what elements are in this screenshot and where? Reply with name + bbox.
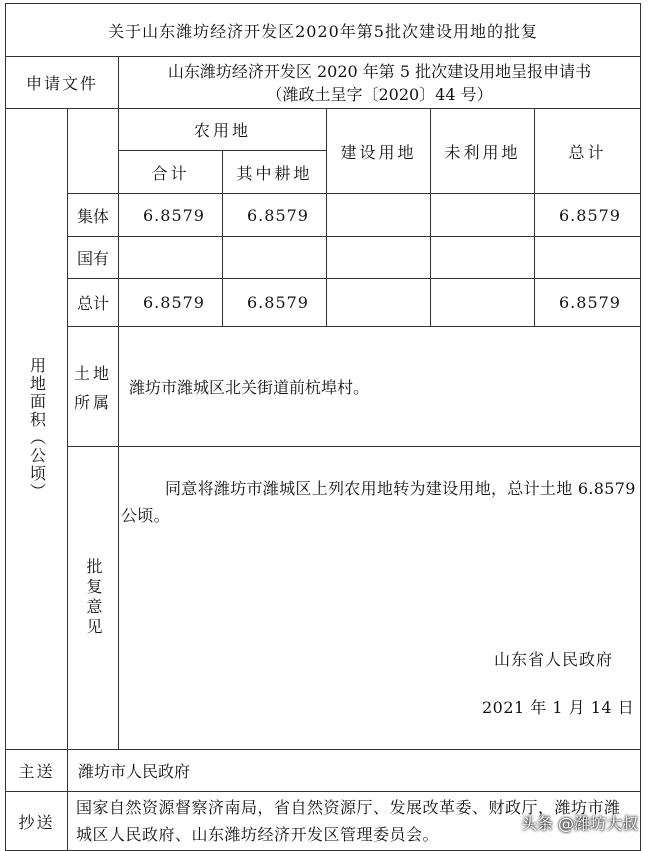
area-row-state [6,237,641,279]
row-label: 总计 [68,279,119,327]
unused-value [431,237,535,279]
cc-label: 抄送 [6,792,68,851]
main-recipient-row [6,750,641,792]
application-row [6,57,641,109]
opinion-text: 同意将潍坊市潍城区上列农用地转为建设用地，总计土地 6.8579 公顷。 [121,479,636,525]
location-value: 潍坊市潍城区北关街道前杭埠村。 [119,327,641,447]
cultivated-header: 其中耕地 [223,151,327,194]
application-label: 申请文件 [6,57,119,109]
cultivated-value: 6.8579 [223,194,327,237]
area-header-blank [68,109,119,194]
total-header: 总计 [535,109,641,194]
location-label-line-1: 土地 [73,363,112,383]
construction-value [327,237,431,279]
main-recipient-label: 主送 [6,750,68,792]
area-side-label: 用地面积（公顷） [27,357,47,501]
cc-value: 国家自然资源督察济南局，省自然资源厅、发展改革委、财政厅，潍坊市潍城区人民政府、山东潍坊经济开发区管理委员会。 [68,792,641,851]
row-label: 集体 [68,194,119,237]
location-label [68,327,119,447]
application-line-2: （潍政土呈字〔2020〕44 号） [266,84,493,104]
agri-land-header: 农用地 [119,109,327,151]
area-row-collective [6,194,641,237]
opinion-row [6,447,641,750]
area-side-label-cell [6,109,68,750]
subtotal-header: 合计 [119,151,223,194]
unused-value [431,279,535,327]
subtotal-value [119,237,223,279]
application-line-1: 山东潍坊经济开发区 2020 年第 5 批次建设用地呈报申请书 [167,61,592,81]
area-header-row-1 [6,109,641,151]
document-title: 关于山东潍坊经济开发区2020年第5批次建设用地的批复 [6,4,641,57]
cultivated-value: 6.8579 [223,279,327,327]
total-value: 6.8579 [535,194,641,237]
opinion-content [119,447,641,750]
total-value: 6.8579 [535,279,641,327]
approval-table [5,3,641,851]
total-value [535,237,641,279]
application-content [119,57,641,109]
subtotal-value: 6.8579 [119,279,223,327]
row-label: 国有 [68,237,119,279]
signing-date: 2021 年 1 月 14 日 [482,698,635,717]
opinion-label-cell [68,447,119,750]
construction-value [327,279,431,327]
title-row [6,4,641,57]
subtotal-value: 6.8579 [119,194,223,237]
signing-authority: 山东省人民政府 [494,650,614,669]
unused-value [431,194,535,237]
watermark: 头条 @潍坊大叔 [520,814,638,833]
main-recipient-value: 潍坊市人民政府 [68,750,641,792]
area-row-total [6,279,641,327]
unused-land-header: 未利用地 [431,109,535,194]
opinion-label: 批复意见 [84,558,103,638]
location-label-line-2: 所属 [73,392,112,412]
construction-land-header: 建设用地 [327,109,431,194]
location-row [6,327,641,447]
cultivated-value [223,237,327,279]
construction-value [327,194,431,237]
